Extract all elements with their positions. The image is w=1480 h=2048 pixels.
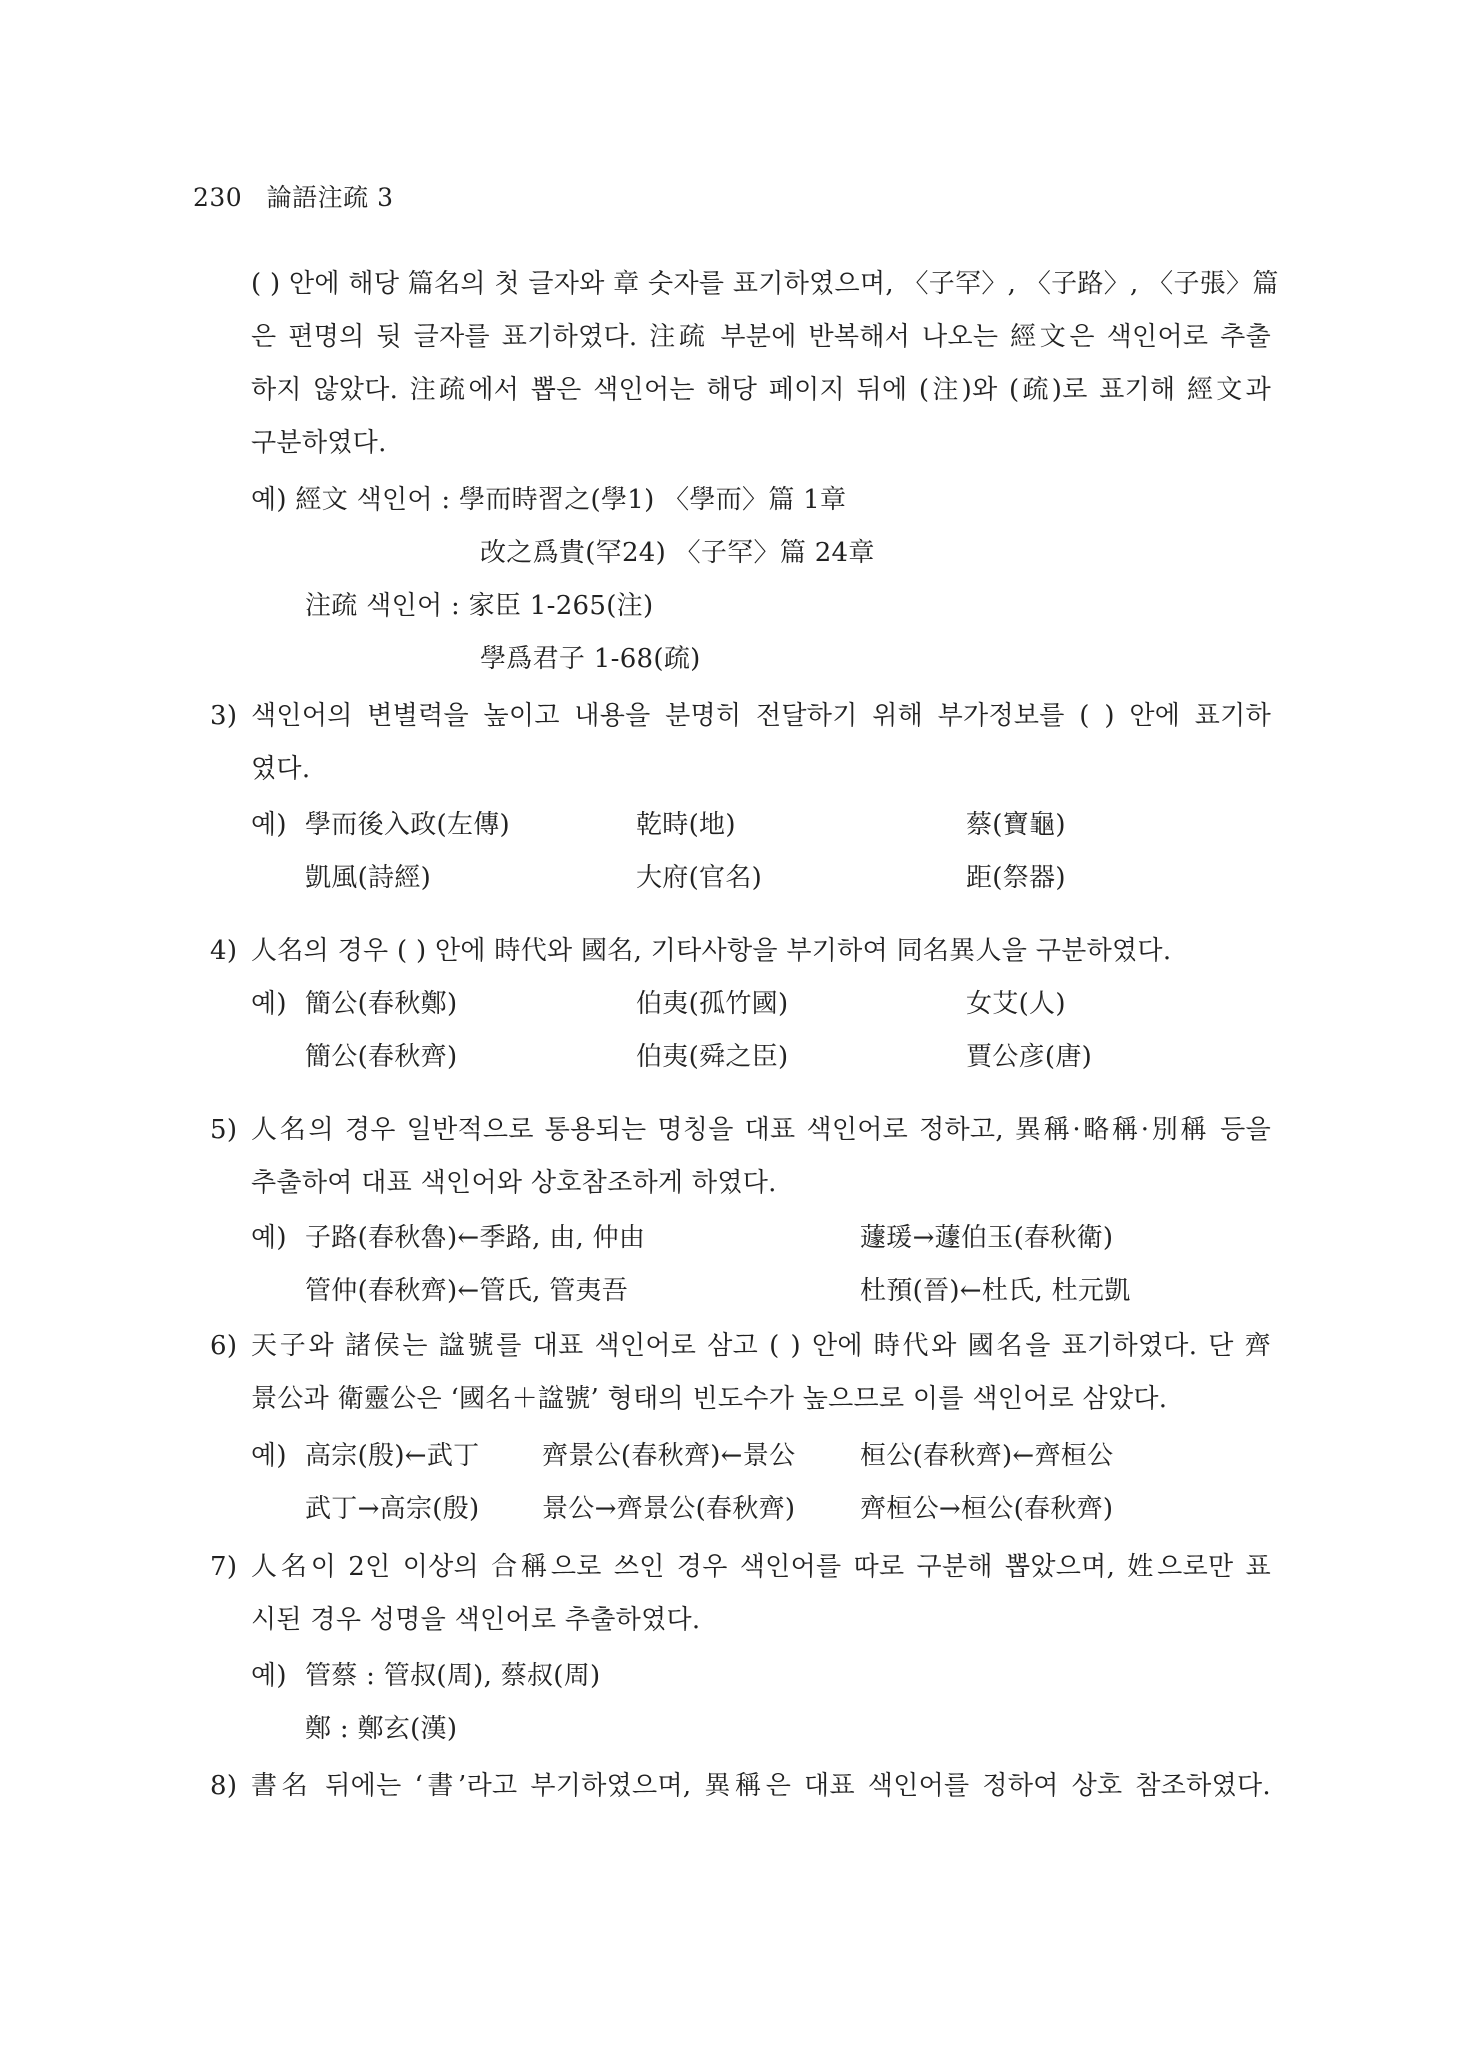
book-title: 論語注疏 3 (266, 183, 394, 212)
example-entry: 凱風(詩經) (305, 863, 432, 893)
section-line: 시된 경우 성명을 색인어로 추출하였다. (251, 1605, 701, 1635)
example-label: 예) (251, 810, 287, 840)
intro-example-line: 改之爲貴(罕24) 〈子罕〉篇 24章 (480, 538, 875, 568)
running-header (193, 178, 394, 214)
example-entry: 伯夷(孤竹國) (636, 989, 789, 1019)
example-entry: 高宗(殷)←武丁 (305, 1441, 480, 1471)
example-label: 예) (251, 989, 287, 1019)
intro-line: ( ) 안에 해당 篇名의 첫 글자와 章 숫자를 표기하였으며, 〈子罕〉, 〈子路〉, 〈子張〉篇 (251, 269, 1279, 299)
section-line: 였다. (251, 754, 311, 784)
example-label: 예) (251, 1441, 287, 1471)
section-number: 6) (210, 1331, 238, 1361)
intro-line: 은 편명의 뒷 글자를 표기하였다. 注疏 부분에 반복해서 나오는 經文은 색인어로 추출 (251, 322, 1271, 352)
section-line: 人名의 경우 ( ) 안에 時代와 國名, 기타사항을 부기하여 同名異人을 구분하였다. (251, 936, 1172, 966)
section-line: 人名의 경우 일반적으로 통용되는 명칭을 대표 색인어로 정하고, 異稱·略稱·別稱 등을 (251, 1115, 1271, 1145)
example-label: 예) (251, 1661, 287, 1691)
section-line: 景公과 衛靈公은 ‘國名＋諡號’ 형태의 빈도수가 높으므로 이를 색인어로 삼았다. (251, 1384, 1168, 1414)
intro-line: 하지 않았다. 注疏에서 뽑은 색인어는 해당 페이지 뒤에 (注)와 (疏)로 표기해 經文과 (251, 375, 1271, 405)
section-line: 추출하여 대표 색인어와 상호참조하게 하였다. (251, 1168, 777, 1198)
example-entry: 桓公(春秋齊)←齊桓公 (860, 1441, 1114, 1471)
example-entry: 蔡(寶龜) (966, 810, 1066, 840)
example-entry: 學而後入政(左傳) (305, 810, 510, 840)
example-entry: 齊桓公→桓公(春秋齊) (860, 1494, 1114, 1524)
section-number: 3) (210, 701, 238, 731)
example-entry: 賈公彦(唐) (966, 1042, 1093, 1072)
section-number: 5) (210, 1115, 238, 1145)
intro-example-line: 예) 經文 색인어 : 學而時習之(學1) 〈學而〉篇 1章 (251, 485, 847, 515)
example-entry: 齊景公(春秋齊)←景公 (542, 1441, 796, 1471)
example-label: 예) (251, 1223, 287, 1253)
example-entry: 杜預(晉)←杜氏, 杜元凱 (860, 1276, 1131, 1306)
example-entry: 距(祭器) (966, 863, 1066, 893)
example-entry: 簡公(春秋齊) (305, 1042, 458, 1072)
example-entry: 女艾(人) (966, 989, 1066, 1019)
example-entry: 武丁→高宗(殷) (305, 1494, 480, 1524)
example-entry: 伯夷(舜之臣) (636, 1042, 789, 1072)
example-entry: 子路(春秋魯)←季路, 由, 仲由 (305, 1223, 646, 1253)
example-entry: 蘧瑗→蘧伯玉(春秋衛) (860, 1223, 1114, 1253)
example-entry: 大府(官名) (636, 863, 763, 893)
intro-example-line: 學爲君子 1-68(疏) (480, 644, 701, 674)
section-line: 人名이 2인 이상의 合稱으로 쓰인 경우 색인어를 따로 구분해 뽑았으며, 姓으로만 표 (251, 1552, 1271, 1582)
intro-example-line: 注疏 색인어 : 家臣 1-265(注) (305, 591, 654, 621)
example-entry: 管仲(春秋齊)←管氏, 管夷吾 (305, 1276, 629, 1306)
section-number: 7) (210, 1552, 238, 1582)
example-entry: 簡公(春秋鄭) (305, 989, 458, 1019)
example-entry: 鄭 : 鄭玄(漢) (305, 1714, 458, 1744)
intro-line: 구분하였다. (251, 428, 387, 458)
section-line: 書名 뒤에는 ‘書’라고 부기하였으며, 異稱은 대표 색인어를 정하여 상호 참조하였다. (251, 1771, 1271, 1801)
example-entry: 景公→齊景公(春秋齊) (542, 1494, 796, 1524)
example-entry: 管蔡 : 管叔(周), 蔡叔(周) (305, 1661, 601, 1691)
section-number: 4) (210, 936, 238, 966)
example-entry: 乾時(地) (636, 810, 736, 840)
page-number: 230 (193, 183, 243, 212)
section-number: 8) (210, 1771, 238, 1801)
section-line: 天子와 諸侯는 諡號를 대표 색인어로 삼고 ( ) 안에 時代와 國名을 표기하였다. 단 齊 (251, 1331, 1271, 1361)
section-line: 색인어의 변별력을 높이고 내용을 분명히 전달하기 위해 부가정보를 ( ) 안에 표기하 (251, 701, 1271, 731)
